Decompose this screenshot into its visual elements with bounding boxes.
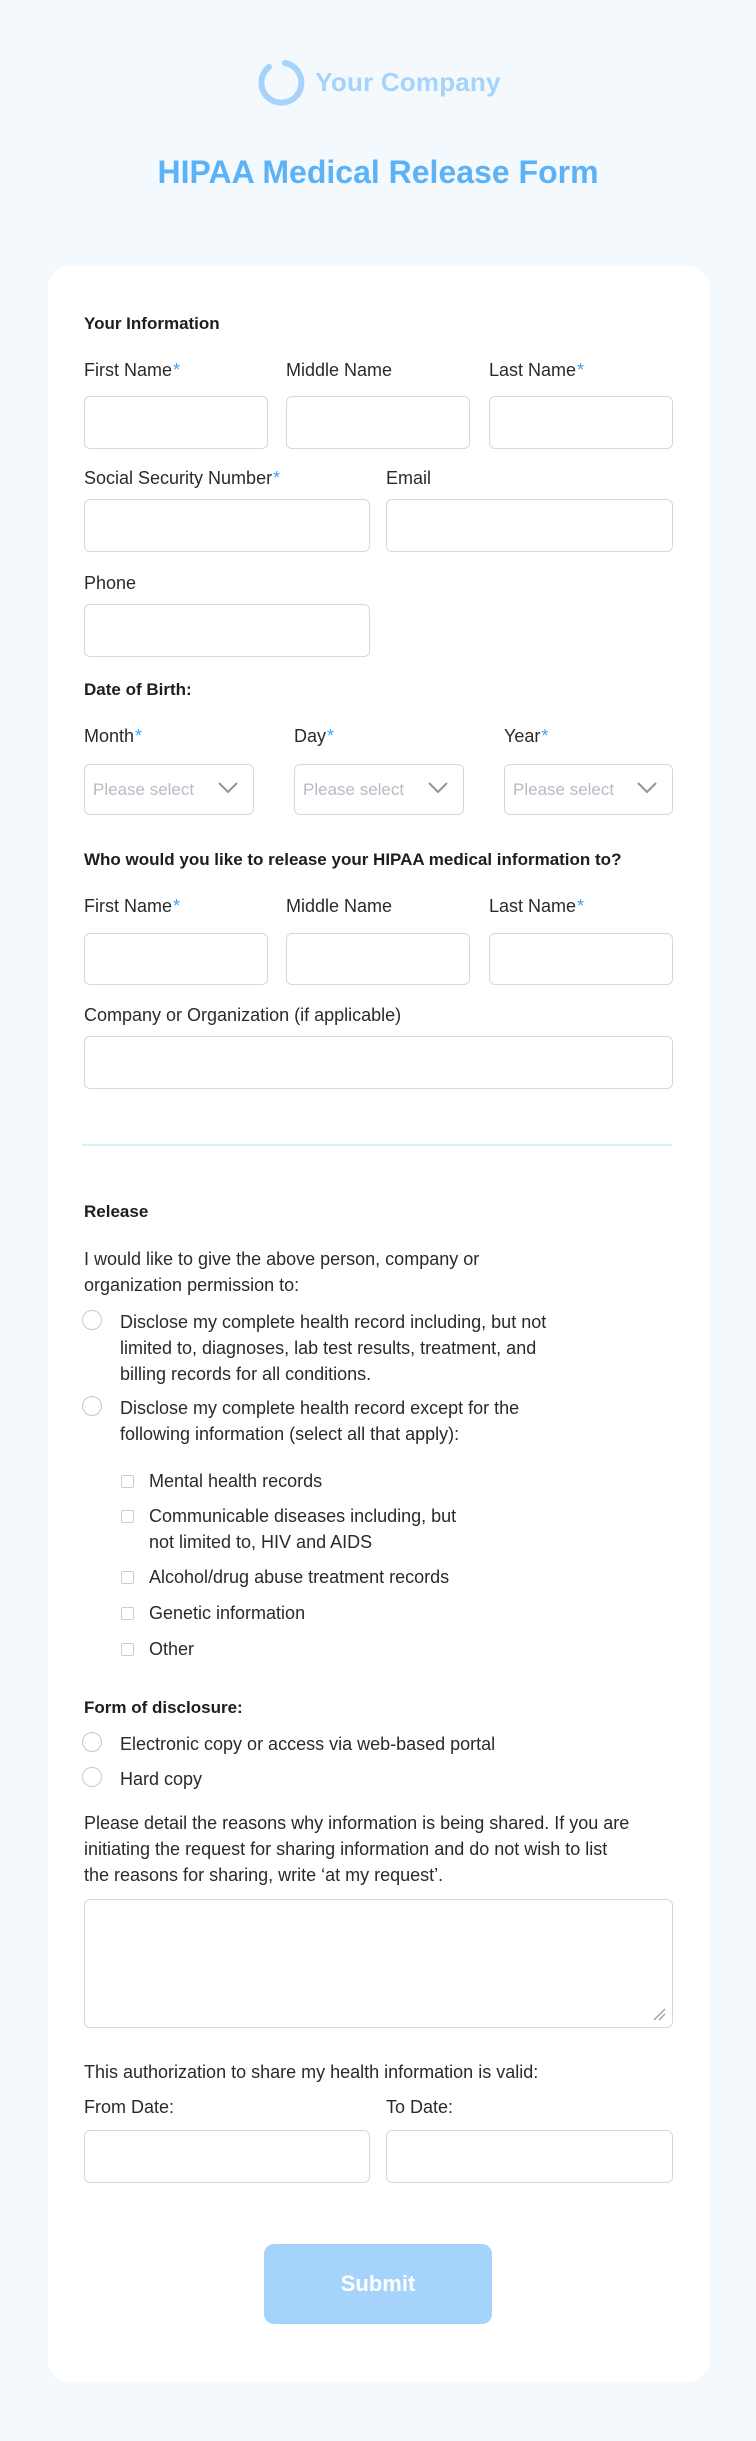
validity-text: This authorization to share my health information is valid: xyxy=(84,2062,539,2082)
email-input[interactable] xyxy=(386,499,673,552)
first-name-input[interactable] xyxy=(84,396,268,449)
genetic-label: Genetic information xyxy=(149,1603,306,1623)
day-placeholder: Please select xyxy=(303,779,405,799)
reasons-textarea[interactable] xyxy=(84,1899,673,2028)
release-heading: Release xyxy=(84,1202,149,1221)
hard-copy-label: Hard copy xyxy=(120,1769,203,1789)
release-option-complete-radio[interactable] xyxy=(82,1310,102,1330)
year-select[interactable] xyxy=(504,764,673,815)
recipient-last-name-input[interactable] xyxy=(489,933,673,985)
phone-input[interactable] xyxy=(84,604,370,657)
phone-label: Phone xyxy=(84,573,137,593)
release-option-except-radio[interactable] xyxy=(82,1396,102,1416)
first-name-label: First Name* xyxy=(84,360,181,380)
your-info-heading: Your Information xyxy=(84,314,220,333)
from-date-input[interactable] xyxy=(84,2130,370,2183)
form-card xyxy=(48,266,710,2382)
chevron-down-icon xyxy=(217,781,239,795)
electronic-copy-radio[interactable] xyxy=(82,1732,102,1752)
day-label: Day* xyxy=(294,726,335,746)
recipient-heading: Who would you like to release your HIPAA medical information to? xyxy=(84,850,622,869)
company-logo xyxy=(0,56,756,108)
recipient-middle-name-input[interactable] xyxy=(286,933,470,985)
genetic-checkbox[interactable] xyxy=(121,1607,134,1620)
middle-name-input[interactable] xyxy=(286,396,470,449)
page-title: HIPAA Medical Release Form xyxy=(157,154,599,190)
reasons-instructions: Please detail the reasons why information is being shared. If you are initiating the request for sharing information and do not wish to list the reasons for sharing, write ‘at my request’. xyxy=(84,1813,630,1885)
alcohol-drug-checkbox[interactable] xyxy=(121,1571,134,1584)
to-date-label: To Date: xyxy=(386,2097,454,2117)
submit-button[interactable]: Submit xyxy=(264,2244,492,2324)
disclosure-heading: Form of disclosure: xyxy=(84,1698,243,1717)
from-date-label: From Date: xyxy=(84,2097,175,2117)
last-name-label: Last Name* xyxy=(489,360,585,380)
middle-name-label: Middle Name xyxy=(286,360,393,380)
logo-ring-icon xyxy=(255,57,305,107)
release-option-except-label: Disclose my complete health record except for the following information (select all that apply): xyxy=(120,1398,520,1444)
ssn-input[interactable] xyxy=(84,499,370,552)
other-label: Other xyxy=(149,1639,195,1659)
last-name-input[interactable] xyxy=(489,396,673,449)
email-label: Email xyxy=(386,468,432,488)
communicable-label: Communicable diseases including, but not limited to, HIV and AIDS xyxy=(149,1506,457,1552)
chevron-down-icon xyxy=(427,781,449,795)
chevron-down-icon xyxy=(636,781,658,795)
recipient-first-name-label: First Name* xyxy=(84,896,181,916)
recipient-last-name-label: Last Name* xyxy=(489,896,585,916)
electronic-copy-label: Electronic copy or access via web-based portal xyxy=(120,1734,496,1754)
recipient-middle-name-label: Middle Name xyxy=(286,896,393,916)
communicable-checkbox[interactable] xyxy=(121,1510,134,1523)
year-label: Year* xyxy=(504,726,549,746)
company-name: Your Company xyxy=(315,66,501,97)
other-checkbox[interactable] xyxy=(121,1643,134,1656)
ssn-label: Social Security Number* xyxy=(84,468,281,488)
year-placeholder: Please select xyxy=(513,779,615,799)
mental-health-label: Mental health records xyxy=(149,1471,323,1491)
recipient-first-name-input[interactable] xyxy=(84,933,268,985)
release-intro: I would like to give the above person, company or organization permission to: xyxy=(84,1249,480,1295)
resize-grip-icon[interactable] xyxy=(652,2007,666,2021)
company-label: Company or Organization (if applicable) xyxy=(84,1005,402,1025)
release-option-complete-label: Disclose my complete health record including, but not limited to, diagnoses, lab test results, treatment, and billing records for all conditions. xyxy=(120,1312,547,1384)
month-placeholder: Please select xyxy=(93,779,195,799)
month-label: Month* xyxy=(84,726,143,746)
dob-heading: Date of Birth: xyxy=(84,680,192,699)
hard-copy-radio[interactable] xyxy=(82,1767,102,1787)
to-date-input[interactable] xyxy=(386,2130,673,2183)
month-select[interactable] xyxy=(84,764,254,815)
company-input[interactable] xyxy=(84,1036,673,1089)
day-select[interactable] xyxy=(294,764,464,815)
alcohol-drug-label: Alcohol/drug abuse treatment records xyxy=(149,1567,450,1587)
section-divider xyxy=(82,1144,672,1146)
mental-health-checkbox[interactable] xyxy=(121,1475,134,1488)
